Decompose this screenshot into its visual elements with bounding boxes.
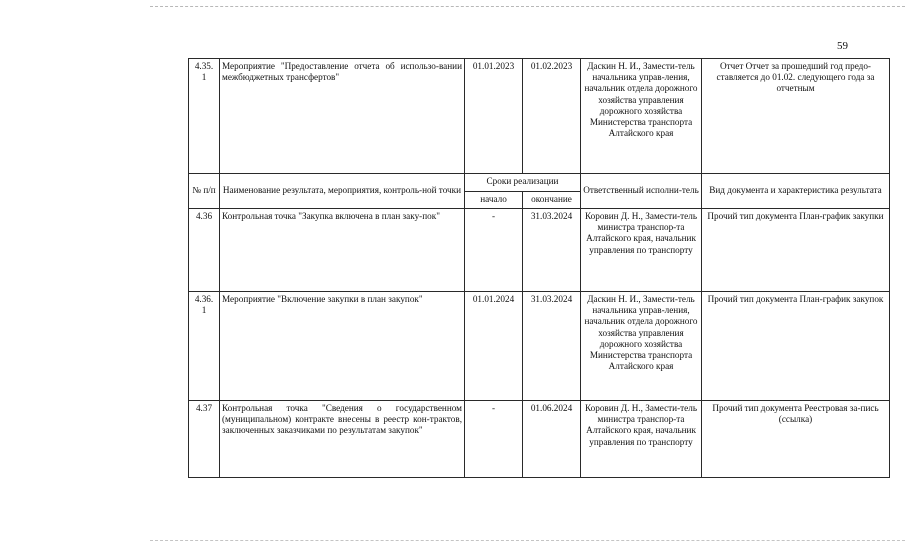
row-start-date: - [465,209,523,292]
row-document: Отчет Отчет за прошедший год предо-ставляется до 01.02. следующего года за отчетным [702,59,890,174]
scan-edge-bottom [150,540,905,541]
row-end-date: 31.03.2024 [523,292,581,401]
row-responsible: Коровин Д. Н., Замести-тель министра транспор-та Алтайского края, начальник управления по транспорту [581,209,702,292]
row-responsible: Коровин Д. Н., Замести-тель министра транспор-та Алтайского края, начальник управления по транспорту [581,401,702,478]
header-responsible: Ответственный исполни-тель [581,174,702,209]
row-responsible: Даскин Н. И., Замести-тель начальника управ-ления, начальник отдела дорожного хозяйства управления дорожного хозяйства Министерства транспорта Алтайского края [581,59,702,174]
plan-table [188,58,890,478]
row-document: Прочий тип документа Реестровая за-пись (ссылка) [702,401,890,478]
page-number: 59 [837,40,848,52]
row-number: 4.35. 1 [189,59,220,174]
row-end-date: 31.03.2024 [523,209,581,292]
table-row [189,401,890,478]
row-name: Мероприятие "Предоставление отчета об использо-вании межбюджетных трансфертов" [220,59,465,174]
scan-edge-top [150,6,905,7]
header-name: Наименование результата, мероприятия, контроль-ной точки [220,174,465,209]
header-end: окончание [523,192,581,209]
row-number: 4.36. 1 [189,292,220,401]
row-name: Контрольная точка "Закупка включена в план заку-пок" [220,209,465,292]
row-start-date: - [465,401,523,478]
table-row [189,292,890,401]
row-document: Прочий тип документа План-график закупок [702,292,890,401]
header-document: Вид документа и характеристика результата [702,174,890,209]
header-start: начало [465,192,523,209]
header-terms: Сроки реализации [465,174,581,192]
row-name: Контрольная точка "Сведения о государственном (муниципальном) контракте внесены в реестр кон-трактов, заключенных заказчиками по результатам закупок" [220,401,465,478]
table-row [189,209,890,292]
row-end-date: 01.02.2023 [523,59,581,174]
header-number: № п/п [189,174,220,209]
row-start-date: 01.01.2024 [465,292,523,401]
row-responsible: Даскин Н. И., Замести-тель начальника управ-ления, начальник отдела дорожного хозяйства управления дорожного хозяйства Министерства транспорта Алтайского края [581,292,702,401]
row-name: Мероприятие "Включение закупки в план закупок" [220,292,465,401]
table-header-row [189,174,890,192]
row-end-date: 01.06.2024 [523,401,581,478]
row-number: 4.37 [189,401,220,478]
row-number: 4.36 [189,209,220,292]
table-row [189,59,890,174]
row-start-date: 01.01.2023 [465,59,523,174]
row-document: Прочий тип документа План-график закупки [702,209,890,292]
